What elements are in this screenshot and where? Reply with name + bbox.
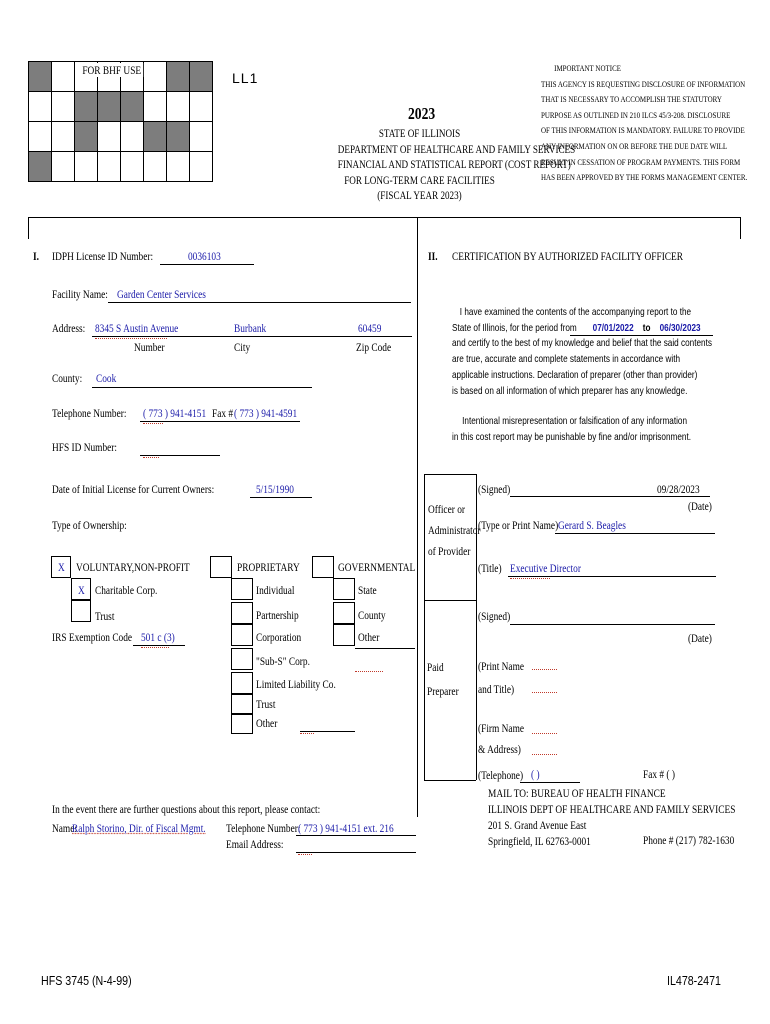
prop-other-mark [300,733,314,734]
title-label: (Title) [478,561,502,575]
irs-code-line [133,645,185,646]
prop-trust-checkbox[interactable] [231,694,253,714]
title-spell-mark [510,578,550,579]
prop-other-checkbox[interactable] [231,714,253,734]
license-value[interactable]: 0036103 [188,249,221,263]
firm-label [478,718,524,760]
partnership-checkbox[interactable] [231,602,253,624]
mail-line: 201 S. Grand Avenue East [488,818,587,832]
period-line [570,335,713,336]
mail-phone: Phone # (217) 782-1630 [643,833,735,847]
sub-s-label: "Sub-S" Corp. [256,654,310,668]
address-label: Address: [52,321,86,335]
phone-line [140,421,300,422]
proprietary-label: PROPRIETARY [237,560,300,574]
notice-line: OF THIS INFORMATION IS MANDATORY. FAILURE TO PROVIDE [541,125,745,136]
nonprofit-label: VOLUNTARY,NON-PROFIT [76,560,190,574]
date2-caption: (Date) [688,631,712,645]
fax-value[interactable]: ( 773 ) 941-4591 [234,406,298,420]
section-top-rule [28,217,740,218]
email-field[interactable] [296,852,416,853]
title-line: FOR LONG-TERM CARE FACILITIES [344,172,495,187]
report-title [312,126,576,204]
notice-line: IMPORTANT NOTICE [554,63,621,73]
prop-trust-label: Trust [256,697,276,711]
sub-s-checkbox[interactable] [231,648,253,670]
city-caption: City [234,340,251,354]
llc-checkbox[interactable] [231,672,253,694]
street-spell-mark [95,338,167,339]
cert-line: I have examined the contents of the accompanying report to the [459,306,692,318]
officer-label-line: Administrator [428,523,481,537]
date-owners-value[interactable]: 5/15/1990 [256,482,294,496]
partnership-label: Partnership [256,608,299,622]
notice-line: THAT IS NECESSARY TO ACCOMPLISH THE STATUTORY [541,94,722,105]
warning-line: in this cost report may be punishable by fine and/or imprisonment. [452,430,692,443]
contact-phone-value[interactable]: ( 773 ) 941-4151 ext. 216 [298,821,394,835]
county-line [92,387,312,388]
print-name-value[interactable]: Gerard S. Beagles [558,518,626,532]
preparer-label-line: Paid [427,660,444,674]
print-name2-label [478,655,524,701]
firm-label-line: & Address) [478,742,521,756]
officer-label [428,499,481,562]
hfs-spell-mark [143,457,159,458]
license-label: IDPH License ID Number: [52,249,154,263]
preparer-fax[interactable]: Fax # ( ) [643,767,675,781]
state-label: State [358,583,377,597]
notice-line: ANY INFORMATION ON OR BEFORE THE DUE DATE WILL [541,140,728,151]
fax-label: Fax # [212,406,234,420]
hfs-id-label: HFS ID Number: [52,440,118,454]
facility-value[interactable]: Garden Center Services [117,287,206,301]
prop-other-line[interactable] [300,731,355,732]
charitable-mark: X [78,583,85,597]
gov-county-label: County [358,608,386,622]
section-1-number: I. [33,249,39,263]
county-checkbox[interactable] [333,602,355,624]
officer-box-divider [424,600,476,601]
telephone-label: (Telephone) [478,768,524,782]
notice-line: PURPOSE AS OUTLINED IN 210 ILCS 45/3-208. DISCLOSURE [541,109,731,120]
phone-label: Telephone Number: [52,406,127,420]
gov-other-label: Other [358,630,380,644]
nonprofit-mark: X [58,560,65,574]
date-owners-line [250,497,312,498]
mail-line: MAIL TO: BUREAU OF HEALTH FINANCE [488,786,666,800]
title-line: (FISCAL YEAR 2023) [377,188,462,202]
form-id: IL478-2471 [667,973,721,988]
form-number: HFS 3745 (N-4-99) [41,973,132,988]
gov-other-checkbox[interactable] [333,624,355,646]
firm-address-mark[interactable] [532,754,557,755]
contact-name-label: Name: [52,821,77,835]
cert-line: are true, accurate and complete statements in accordance with [452,353,681,366]
corporation-checkbox[interactable] [231,624,253,646]
license-line [160,264,254,265]
preparer-label [427,655,459,703]
date-owners-label: Date of Initial License for Current Owners: [52,482,215,496]
signed-label: (Signed) [478,482,511,496]
cert-line: State of Illinois, for the period from [452,321,577,334]
title-line: FINANCIAL AND STATISTICAL REPORT (COST REPORT) [337,157,571,171]
contact-phone-label: Telephone Number: [226,821,301,835]
date-caption: (Date) [688,499,712,513]
street-value[interactable]: 8345 S Austin Avenue [95,321,179,335]
llc-label: Limited Liability Co. [256,677,336,691]
proprietary-checkbox[interactable] [210,556,232,578]
cert-line: and certify to the best of my knowledge and belief that the said contents [452,337,712,350]
trust-checkbox[interactable] [71,600,91,622]
officer-box-top [424,474,476,475]
section-divider [417,217,418,817]
gov-other-mark [355,671,383,672]
certification-text [452,305,712,446]
signature2-line[interactable] [510,624,715,625]
corporation-label: Corporation [256,630,302,644]
officer-box-left [424,474,425,780]
charitable-label: Charitable Corp. [95,583,158,597]
important-notice [541,61,747,186]
section-right-tick [740,217,741,239]
signed2-label: (Signed) [478,609,511,623]
title-line [508,576,716,577]
mail-city: Springfield, IL 62763-0001 [488,834,591,848]
print-name-label: (Type or Print Name) [478,518,559,532]
telephone-line [520,782,580,783]
email-label: Email Address: [226,837,284,851]
notice-line: THIS AGENCY IS REQUESTING DISCLOSURE OF INFORMATION [541,78,746,89]
title-line: DEPARTMENT OF HEALTHCARE AND FAMILY SERVICES [337,141,576,156]
section-left-tick [28,217,29,239]
contact-intro: In the event there are further questions about this report, please contact: [52,802,321,816]
individual-label: Individual [256,583,295,597]
ownership-label: Type of Ownership: [52,518,127,532]
cert-line: is based on all information of which preparer has any knowledge. [452,384,688,397]
email-mark [298,854,312,855]
signature-line[interactable] [510,496,710,497]
notice-line: RESULT IN CESSATION OF PROGRAM PAYMENTS. THIS FORM [541,156,741,167]
print-name2-line: and Title) [478,682,515,696]
mail-line: ILLINOIS DEPT OF HEALTHCARE AND FAMILY SERVICES [488,802,736,816]
report-year: 2023 [408,104,436,123]
notice-line: HAS BEEN APPROVED BY THE FORMS MANAGEMENT CENTER. [541,172,748,183]
county-value[interactable]: Cook [96,371,117,385]
trust-label: Trust [95,609,115,623]
certification-title: CERTIFICATION BY AUTHORIZED FACILITY OFFICER [452,249,684,263]
county-label: County: [52,371,83,385]
officer-label-line: Officer or [428,502,465,516]
print-name2-line: (Print Name [478,659,525,673]
phone-value[interactable]: ( 773 ) 941-4151 [143,406,207,420]
irs-code-label: IRS Exemption Code [52,630,133,644]
officer-label-line: of Provider [428,544,471,558]
form-code: LL1 [232,70,259,86]
section-2-number: II. [428,249,438,263]
telephone-value[interactable]: ( ) [531,767,540,781]
title-value[interactable]: Executive Director [510,561,581,575]
governmental-label: GOVERNMENTAL [338,560,416,574]
zip-value[interactable]: 60459 [358,321,382,335]
firm-label-line: (Firm Name [478,721,525,735]
contact-name-value[interactable]: Ralph Storino, Dir. of Fiscal Mgmt. [72,821,206,835]
irs-spell-mark [141,647,169,648]
signed-date[interactable]: 09/28/2023 [657,482,700,496]
officer-box-bottom [424,780,476,781]
prop-other-label: Other [256,716,278,730]
contact-phone-line [296,835,416,836]
period-to-word: to [642,321,651,334]
city-value[interactable]: Burbank [234,321,267,335]
title-line: STATE OF ILLINOIS [378,126,461,140]
warning-line: Intentional misrepresentation or falsification of any information [462,415,688,428]
print-name2-mark[interactable] [532,669,557,670]
irs-code-value[interactable]: 501 c (3) [141,630,175,644]
hfs-id-field[interactable] [140,455,220,456]
firm-name-mark[interactable] [532,733,557,734]
facility-label: Facility Name: [52,287,108,301]
preparer-label-line: Preparer [427,684,459,698]
zip-caption: Zip Code [356,340,392,354]
phone-spell-mark [143,423,163,424]
individual-checkbox[interactable] [231,578,253,600]
bhf-use-grid [28,61,213,182]
bhf-use-label: FOR BHF USE [80,63,143,77]
period-to[interactable]: 06/30/2023 [659,321,701,334]
governmental-checkbox[interactable] [312,556,334,578]
period-from[interactable]: 07/01/2022 [592,321,634,334]
state-checkbox[interactable] [333,578,355,600]
title2-mark[interactable] [532,692,557,693]
facility-line [108,302,411,303]
cert-line: applicable instructions. Declaration of preparer (other than provider) [452,368,698,381]
gov-other-line[interactable] [355,648,415,649]
print-name-line [555,533,715,534]
address-line [92,336,412,337]
number-caption: Number [134,340,165,354]
